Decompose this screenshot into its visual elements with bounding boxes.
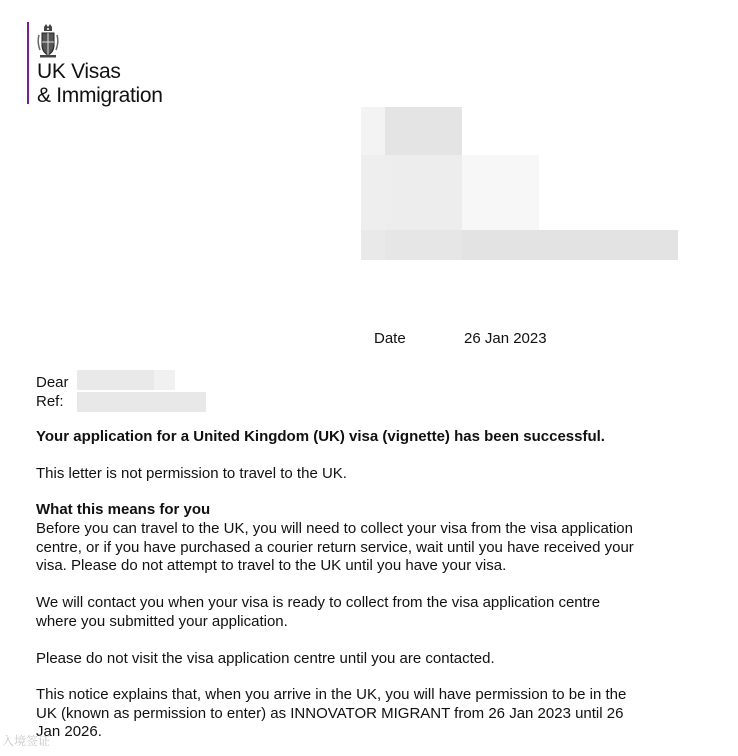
brand-bar (27, 22, 29, 104)
paragraph-line: Jan 2026. (36, 723, 102, 740)
paragraph-line: where you submitted your application. (36, 612, 288, 630)
travel-notice: This letter is not permission to travel to the UK. (36, 465, 347, 482)
paragraph-line: This notice explains that, when you arrive in the UK, you will have permission to be in the (36, 686, 627, 703)
paragraph-permission-to-enter (36, 686, 716, 742)
paragraph-line: We will contact you when your visa is ready to collect from the visa application centre (36, 594, 601, 611)
redacted-address-block (361, 107, 678, 260)
letterhead-line-1: UK Visas (37, 60, 121, 83)
redacted-reference (77, 392, 206, 412)
letterhead-line-2: & Immigration (37, 84, 163, 107)
paragraph-do-not-visit: Please do not visit the visa application centre until you are contacted. (36, 650, 495, 667)
date-value: 26 Jan 2023 (464, 330, 547, 347)
paragraph-line: centre, or if you have purchased a courier return service, wait until you have received your (36, 538, 634, 556)
paragraph-line: UK (known as permission to enter) as INNOVATOR MIGRANT from 26 Jan 2023 until 26 (36, 704, 624, 722)
redacted-name (77, 370, 154, 390)
dear-label: Dear (36, 374, 69, 391)
paragraph-line: Before you can travel to the UK, you will need to collect your visa from the visa application (36, 520, 633, 537)
paragraph-line: visa. Please do not attempt to travel to the UK until you have your visa. (36, 557, 507, 574)
section-heading: What this means for you (36, 501, 211, 518)
royal-crest-icon (37, 24, 59, 58)
redacted-name-end (154, 370, 175, 390)
watermark: 入境签证 (2, 734, 51, 748)
decision-headline: Your application for a United Kingdom (UK) visa (vignette) has been successful. (36, 428, 605, 445)
paragraph-collect-visa (36, 520, 716, 576)
ref-label: Ref: (36, 393, 64, 410)
letterhead (37, 60, 163, 108)
date-label: Date (374, 330, 406, 347)
paragraph-contact (36, 594, 716, 631)
